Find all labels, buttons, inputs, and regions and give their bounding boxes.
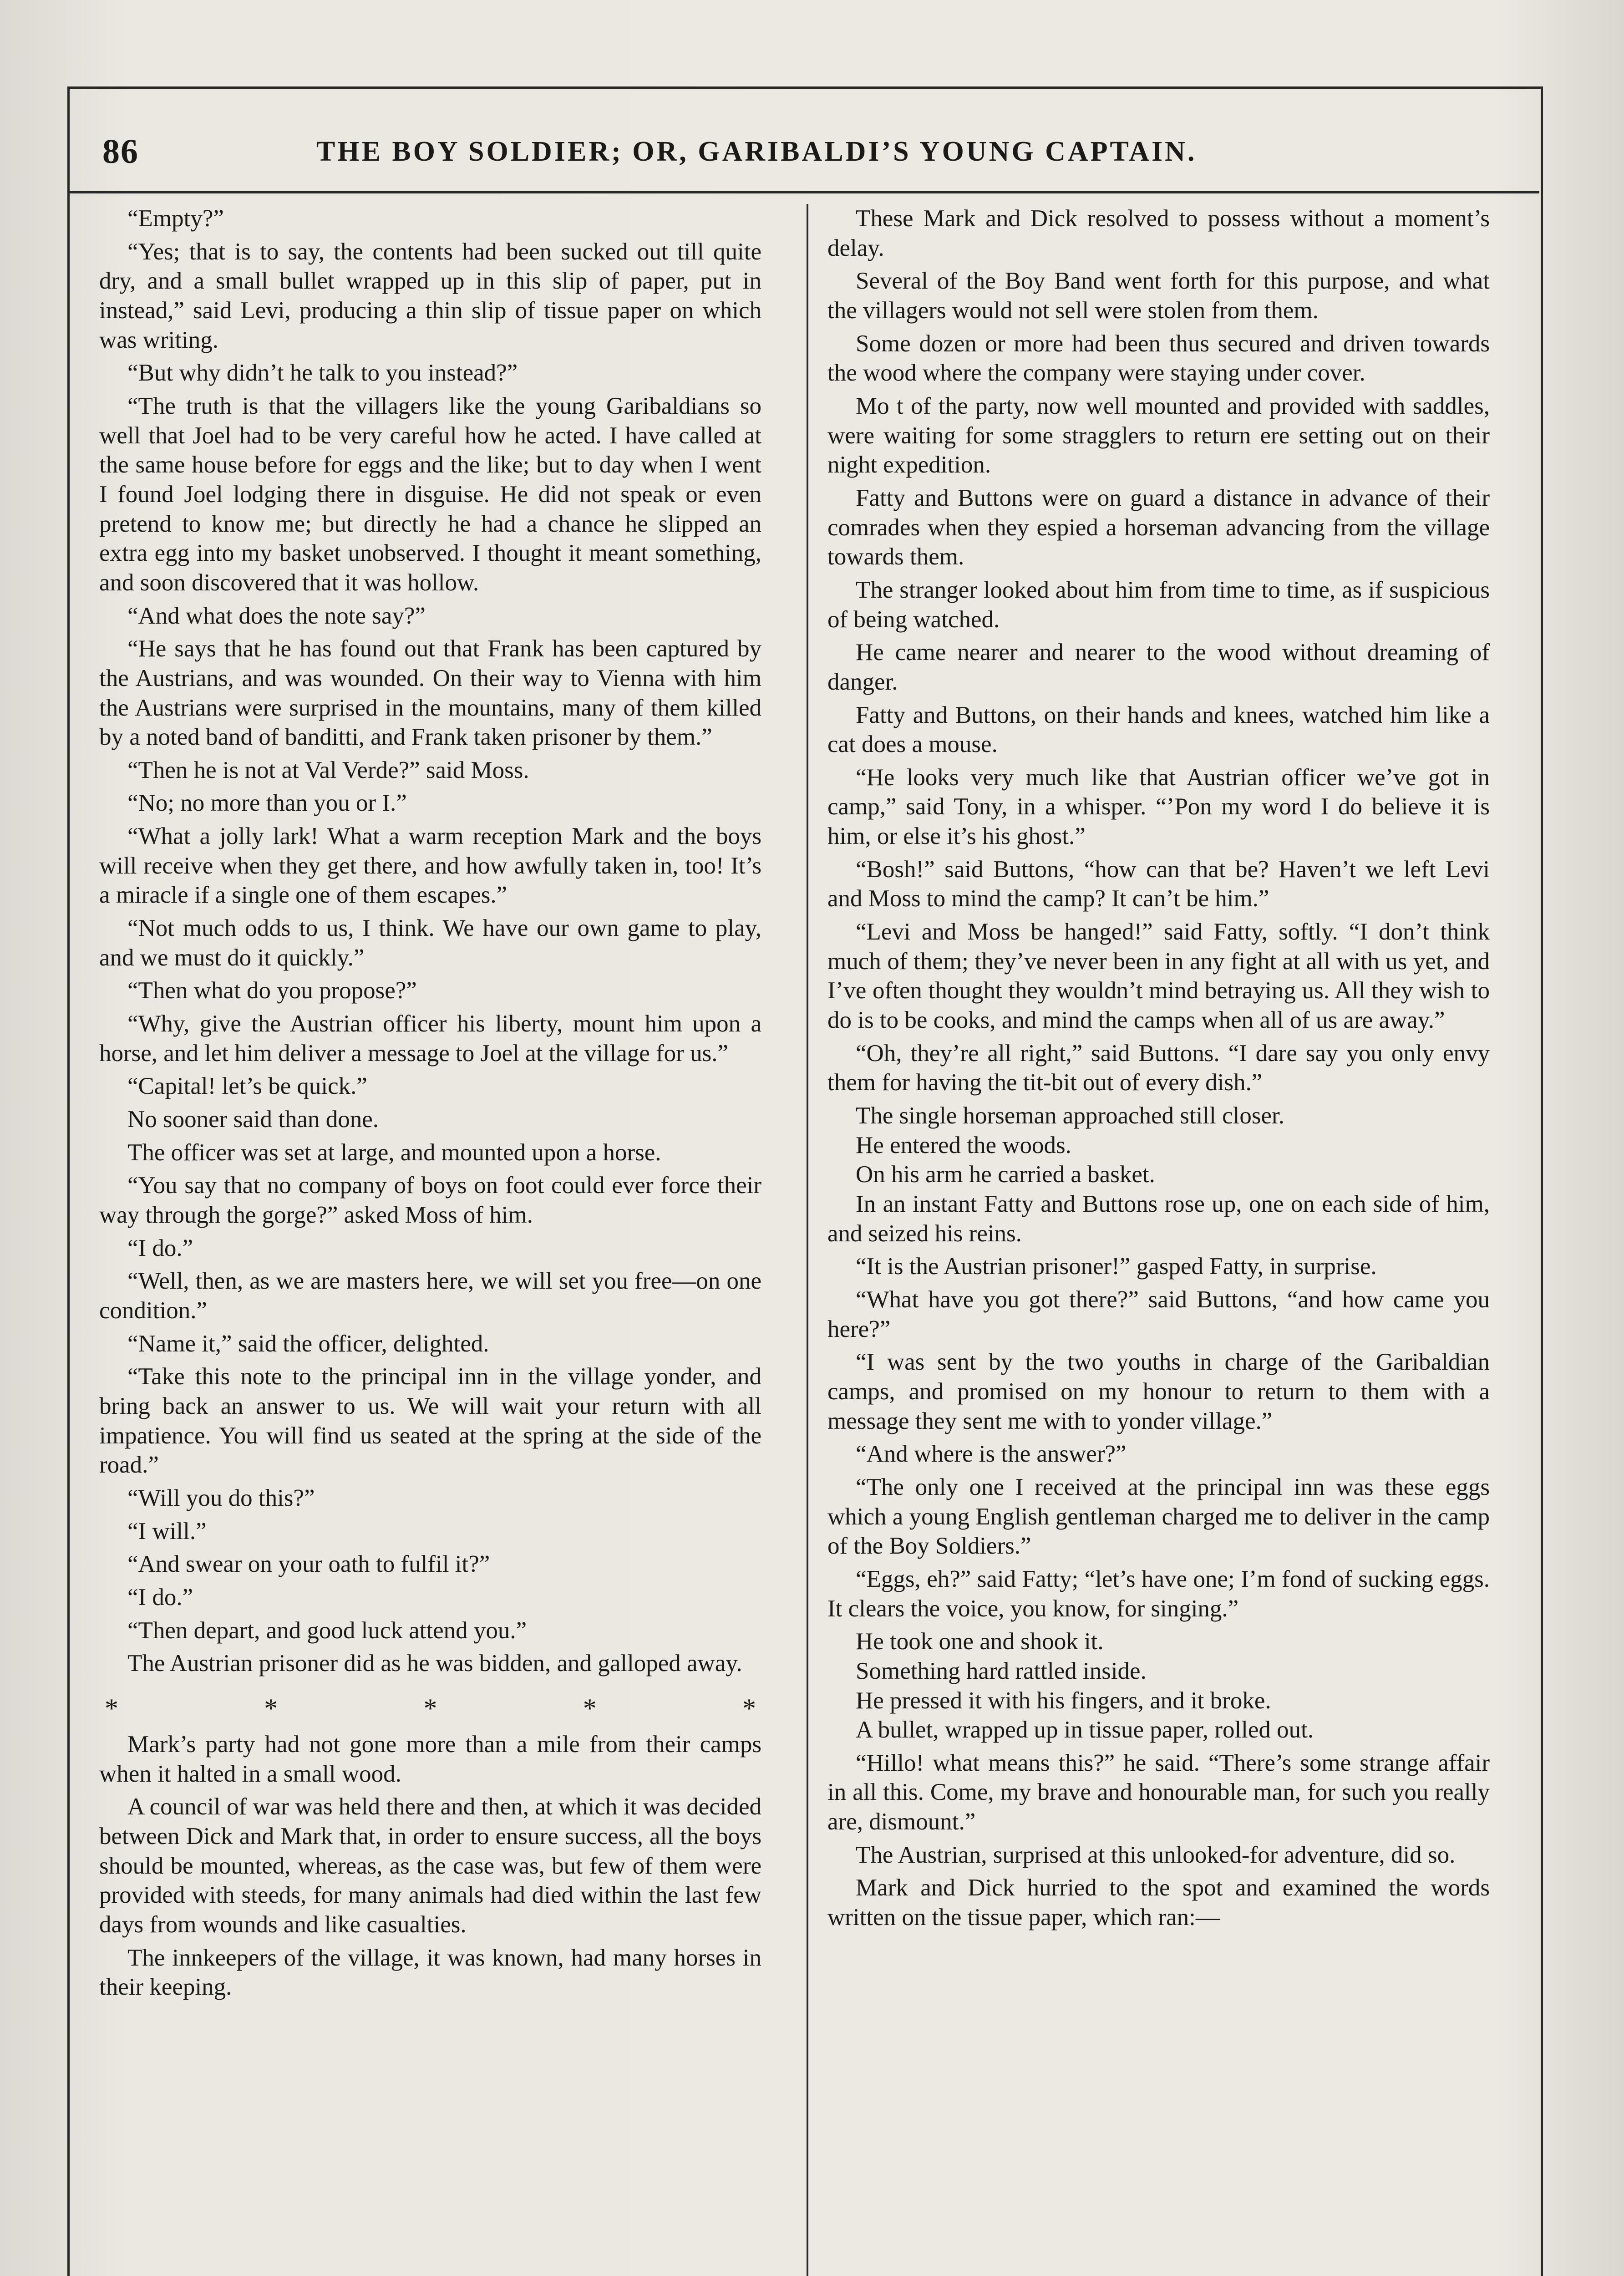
paragraph: “It is the Austrian prisoner!” gasped Fatty, in surprise. bbox=[856, 1253, 1377, 1280]
paragraph: “Well, then, as we are masters here, we will set you free—on one condition.” bbox=[99, 1268, 761, 1324]
paragraph: Several of the Boy Band went forth for this purpose, and what the villagers would not sell were stolen from them. bbox=[827, 268, 1490, 324]
star-mark: * bbox=[423, 1693, 437, 1723]
paragraph: The Austrian, surprised at this unlooked-for adventure, did so. bbox=[856, 1841, 1456, 1868]
paragraph: “And swear on your oath to fulfil it?” bbox=[127, 1551, 490, 1578]
paragraph: “Then depart, and good luck attend you.” bbox=[127, 1617, 527, 1644]
paragraph: The Austrian prisoner did as he was bidden, and galloped away. bbox=[127, 1650, 742, 1677]
paragraph: “The truth is that the villagers like the young Garibaldians so well that Joel had to be very careful how he acted. I have called at the same house before for eggs and the like; but to day when I went I found Joel lodging there in disguise. He did not speak or even pretend to know me; but directly he had a chance he slipped an extra egg into my basket unobserved. I thought it meant something, and soon discovered that it was hollow. bbox=[99, 392, 761, 596]
running-title: THE BOY SOLDIER; OR, GARIBALDI’S YOUNG CAPTAIN. bbox=[316, 136, 1197, 167]
paragraph: The single horseman approached still closer. bbox=[856, 1102, 1284, 1129]
paragraph: Fatty and Buttons were on guard a distance in advance of their comrades when they espied a horseman advancing from the village towards them. bbox=[827, 484, 1490, 570]
paragraph: “Why, give the Austrian officer his liberty, mount him upon a horse, and let him deliver a message to Joel at the village for us.” bbox=[99, 1011, 761, 1067]
paragraph: The innkeepers of the village, it was known, had many horses in their keeping. bbox=[99, 1944, 761, 2001]
paragraph: Mark’s party had not gone more than a mile from their camps when it halted in a small wood. bbox=[99, 1731, 761, 1787]
paragraph: He pressed it with his fingers, and it broke. bbox=[856, 1687, 1271, 1714]
paragraph: “I will.” bbox=[127, 1518, 207, 1544]
paragraph: “Levi and Moss be hanged!” said Fatty, softly. “I don’t think much of them; they’ve never been in any fight at all with us yet, and I’ve often thought they wouldn’t mind betraying us. All they wish to do is to be cooks, and mind the camps when all of us are away.” bbox=[827, 919, 1490, 1034]
page-number: 86 bbox=[102, 132, 139, 171]
paragraph: In an instant Fatty and Buttons rose up, one on each side of him, and seized his reins. bbox=[827, 1191, 1490, 1247]
paragraph: A council of war was held there and then, at which it was decided between Dick and Mark that, in order to ensure success, all the boys should be mounted, whereas, as the case was, but few of them were provided with steeds, for many animals had died within the last few days from wounds and like casualties. bbox=[99, 1793, 761, 1938]
paragraph: “Capital! let’s be quick.” bbox=[127, 1073, 367, 1100]
header-rule bbox=[68, 191, 1539, 193]
running-head bbox=[102, 132, 1527, 182]
paragraph: “The only one I received at the principal inn was these eggs which a young English gentleman charged me to deliver in the camp of the Boy Soldiers.” bbox=[827, 1473, 1490, 1560]
paragraph: “Bosh!” said Buttons, “how can that be? Haven’t we left Levi and Moss to mind the camp? It can’t be him.” bbox=[827, 856, 1490, 912]
paragraph: “Take this note to the principal inn in the village yonder, and bring back an answer to us. We will wait your return with all impatience. You will find us seated at the spring at the side of the road.” bbox=[99, 1363, 761, 1478]
paragraph: “What a jolly lark! What a warm reception Mark and the boys will receive when they get there, and how awfully taken in, too! It’s a miracle if a single one of them escapes.” bbox=[99, 823, 761, 909]
paragraph: “Empty?” bbox=[127, 205, 224, 232]
paragraph: “What have you got there?” said Buttons, “and how came you here?” bbox=[827, 1286, 1490, 1342]
paragraph: “He looks very much like that Austrian officer we’ve got in camp,” said Tony, in a whisper. “’Pon my word I do believe it is him, or else it’s his ghost.” bbox=[827, 764, 1490, 850]
paragraph: “Eggs, eh?” said Fatty; “let’s have one; I’m fond of sucking eggs. It clears the voice, you know, for singing.” bbox=[827, 1565, 1490, 1622]
paragraph: Mark and Dick hurried to the spot and examined the words written on the tissue paper, which ran:— bbox=[827, 1875, 1490, 1931]
paragraph: Fatty and Buttons, on their hands and knees, watched him like a cat does a mouse. bbox=[827, 701, 1490, 758]
paragraph: “He says that he has found out that Frank has been captured by the Austrians, and was wounded. On their way to Vienna with him the Austrians were surprised in the mountains, many of them killed by a noted band of banditti, and Frank taken prisoner by them.” bbox=[99, 635, 761, 751]
paragraph: “Oh, they’re all right,” said Buttons. “I dare say you only envy them for having the tit-bit out of every dish.” bbox=[827, 1040, 1490, 1096]
star-mark: * bbox=[264, 1693, 278, 1723]
paragraph: He came nearer and nearer to the wood without dreaming of danger. bbox=[827, 639, 1490, 695]
paragraph: “Yes; that is to say, the contents had been sucked out till quite dry, and a small bullet wrapped up in this slip of paper, put in instead,” said Levi, producing a thin slip of tissue paper on which was writing. bbox=[99, 238, 761, 353]
paragraph: The stranger looked about him from time to time, as if suspicious of being watched. bbox=[827, 576, 1490, 633]
star-mark: * bbox=[105, 1693, 118, 1723]
star-mark: * bbox=[742, 1693, 756, 1723]
paragraph: “You say that no company of boys on foot could ever force their way through the gorge?” asked Moss of him. bbox=[99, 1172, 761, 1228]
paragraph: “No; no more than you or I.” bbox=[127, 790, 407, 817]
paragraph: Some dozen or more had been thus secured and driven towards the wood where the company were staying under cover. bbox=[827, 330, 1490, 386]
paragraph: These Mark and Dick resolved to possess without a moment’s delay. bbox=[827, 205, 1490, 261]
paragraph: A bullet, wrapped up in tissue paper, rolled out. bbox=[856, 1717, 1314, 1743]
paragraph: He took one and shook it. bbox=[856, 1628, 1104, 1655]
right-column bbox=[827, 204, 1490, 2276]
paragraph: “I do.” bbox=[127, 1584, 193, 1610]
left-column bbox=[99, 204, 761, 2276]
paragraph: “But why didn’t he talk to you instead?” bbox=[127, 360, 518, 386]
paragraph: “Hillo! what means this?” he said. “There’s some strange affair in all this. Come, my brave and honourable man, for such you really are, dismount.” bbox=[827, 1749, 1490, 1835]
paragraph: On his arm he carried a basket. bbox=[856, 1161, 1155, 1188]
paragraph: “I do.” bbox=[127, 1235, 193, 1261]
star-mark: * bbox=[583, 1693, 597, 1723]
section-break bbox=[105, 1682, 756, 1730]
paragraph: “I was sent by the two youths in charge of the Garibaldian camps, and promised on my honour to return to them with a message they sent me with to yonder village.” bbox=[827, 1349, 1490, 1434]
paragraph: “And where is the answer?” bbox=[856, 1441, 1127, 1468]
paragraph: The officer was set at large, and mounted upon a horse. bbox=[127, 1139, 661, 1166]
column-divider bbox=[807, 204, 808, 2276]
paragraph: Something hard rattled inside. bbox=[856, 1657, 1147, 1684]
paragraph: “Not much odds to us, I think. We have our own game to play, and we must do it quickly.” bbox=[99, 915, 761, 971]
paragraph: Mo t of the party, now well mounted and provided with saddles, were waiting for some stragglers to return ere setting out on their night expedition. bbox=[827, 392, 1490, 478]
paragraph: No sooner said than done. bbox=[127, 1106, 379, 1133]
paragraph: “Then what do you propose?” bbox=[127, 977, 417, 1004]
paragraph: “Name it,” said the officer, delighted. bbox=[127, 1330, 489, 1357]
paragraph: “And what does the note say?” bbox=[127, 602, 426, 629]
paragraph: He entered the woods. bbox=[856, 1132, 1071, 1158]
paragraph: “Will you do this?” bbox=[127, 1484, 315, 1511]
paragraph: “Then he is not at Val Verde?” said Moss. bbox=[127, 757, 529, 783]
